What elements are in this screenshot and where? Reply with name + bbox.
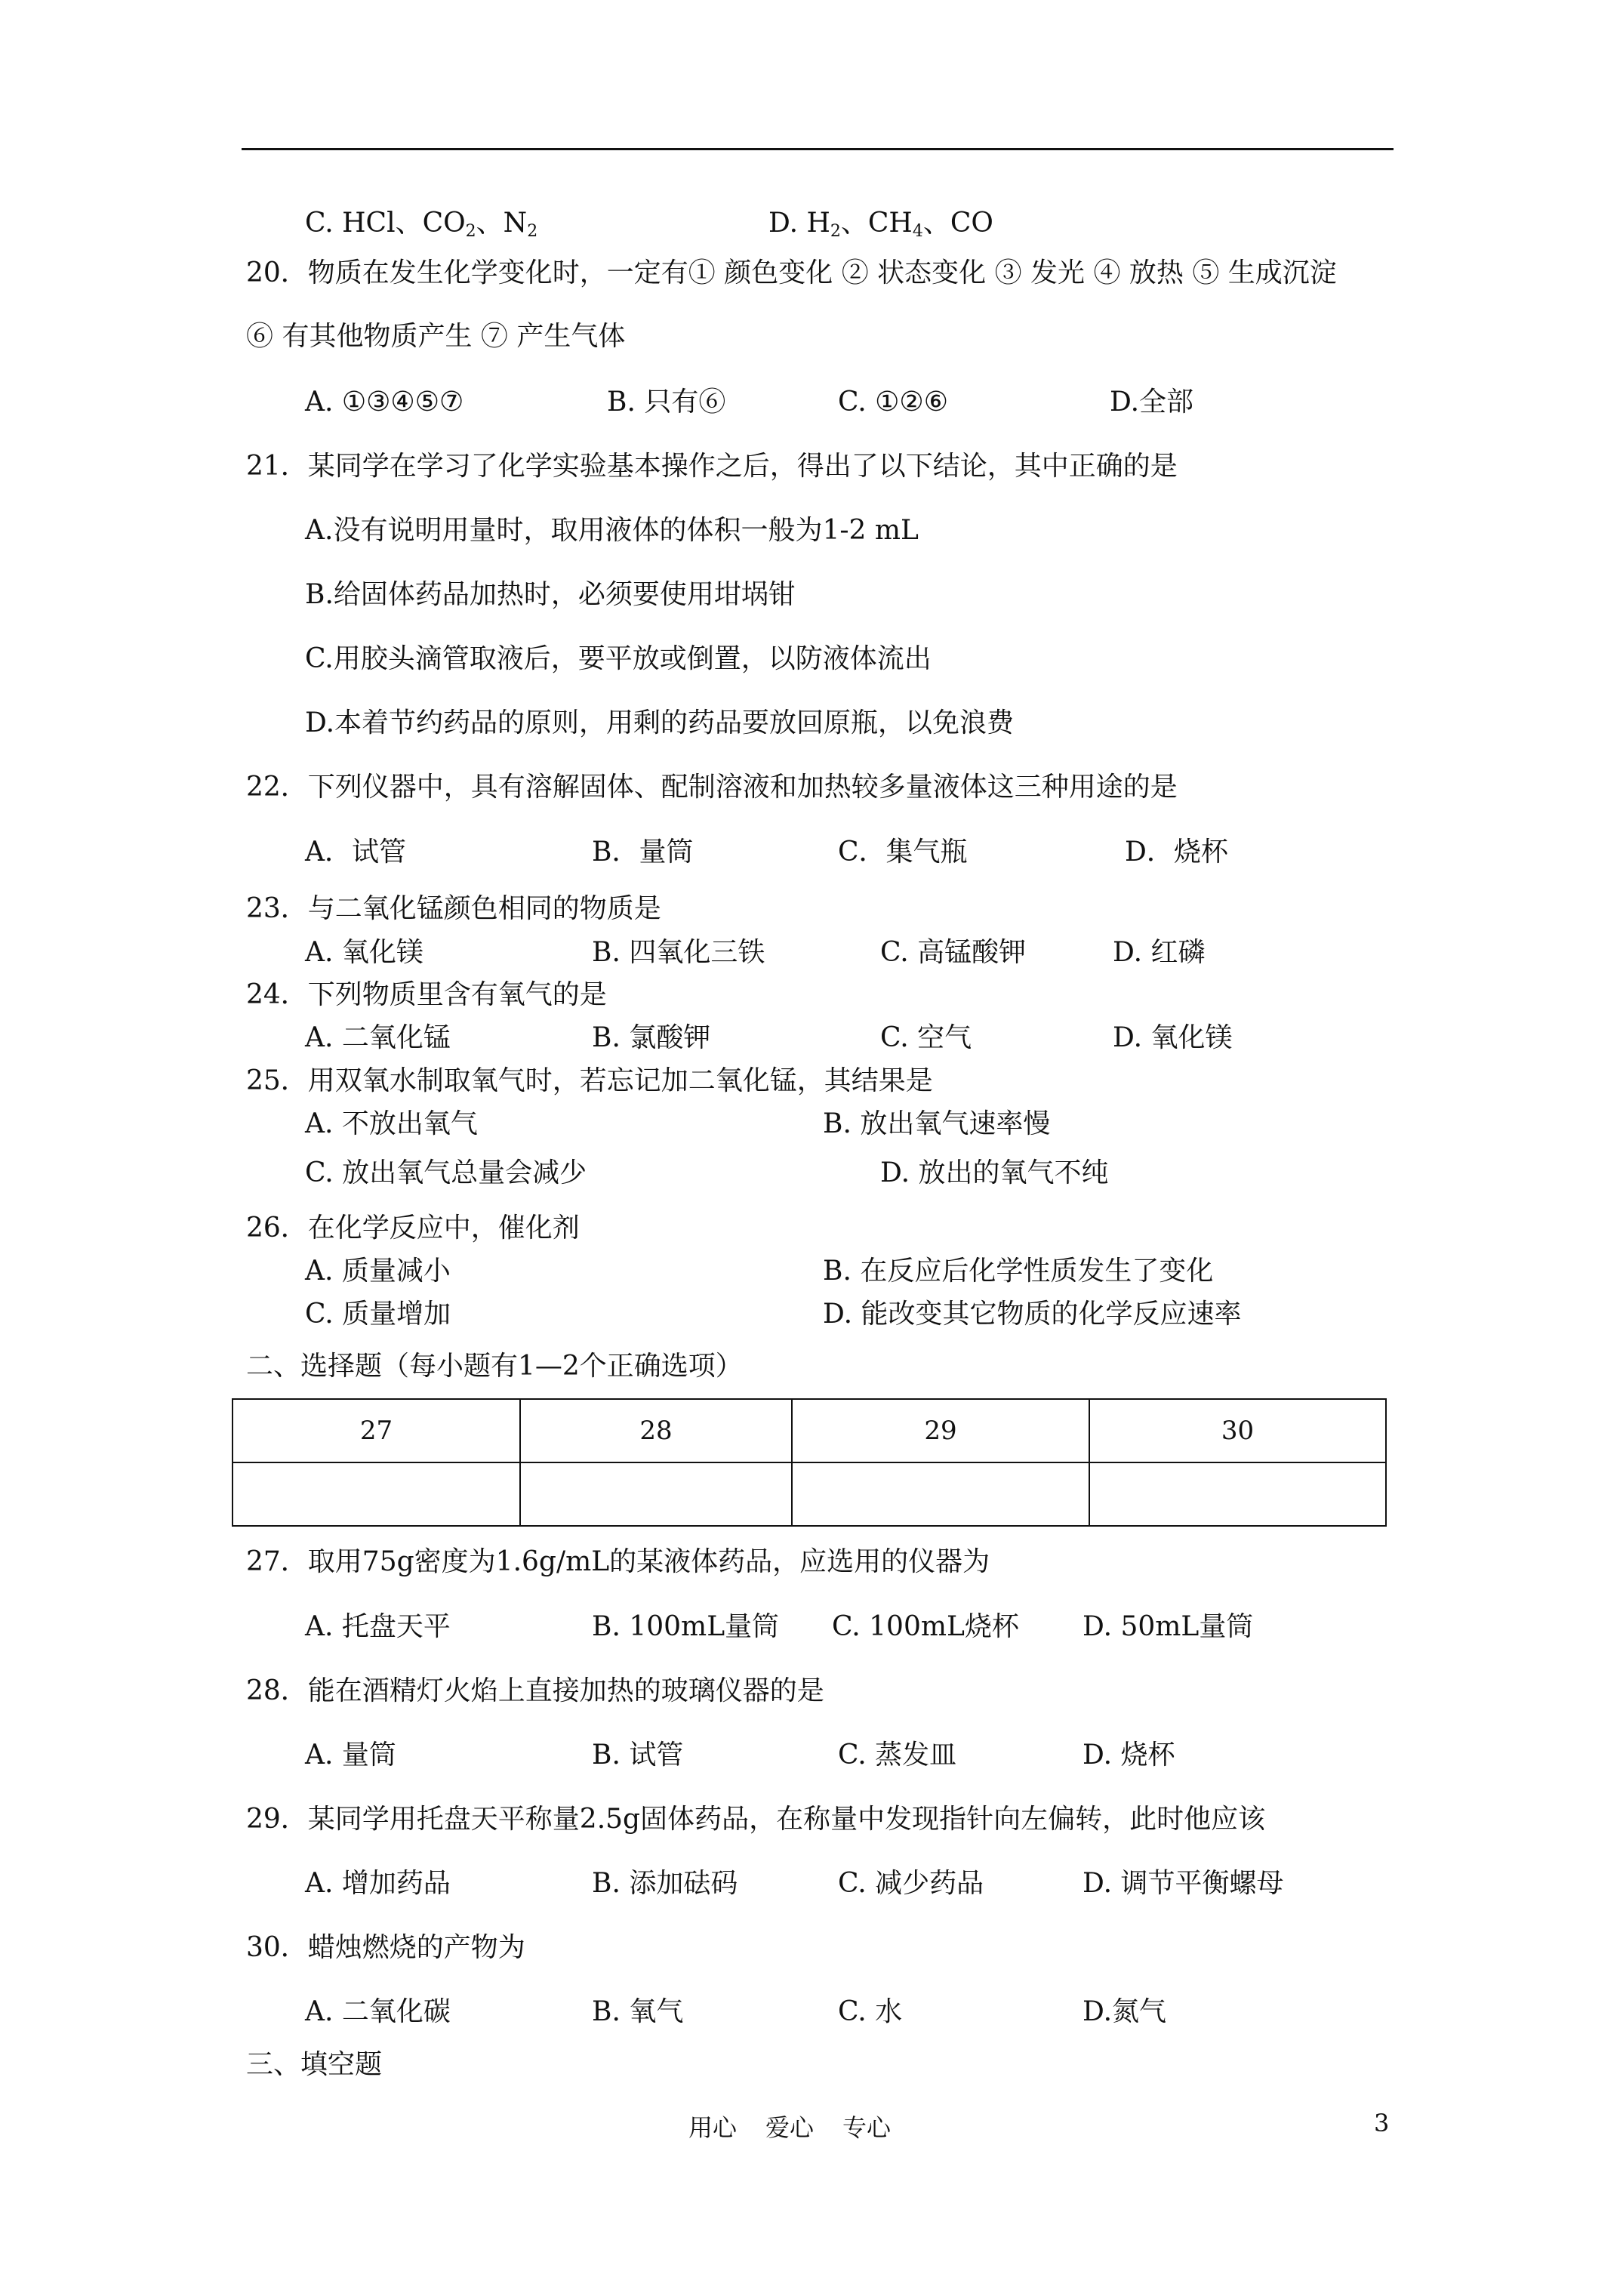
answer-table-header: 30: [1089, 1399, 1386, 1462]
footer-word: 用心: [688, 2113, 738, 2142]
q24-option-d: D. 氧化镁: [1113, 1022, 1233, 1053]
answer-table-header: 29: [792, 1399, 1089, 1462]
q23-option-b: B. 四氧化三铁: [592, 937, 765, 968]
q21-option-d: D.本着节约药品的原则，用剩的药品要放回原瓶，以免浪费: [305, 707, 1015, 738]
q30-option-b: B. 氧气: [592, 1996, 684, 2027]
q20-option-a: A. ①③④⑤⑦: [305, 387, 464, 418]
q30-option-c: C. 水: [838, 1996, 903, 2027]
answer-cell: [233, 1462, 520, 1526]
q26-option-b: B. 在反应后化学性质发生了变化: [823, 1256, 1214, 1287]
q26-option-a: A. 质量减小: [305, 1256, 451, 1287]
q22-option-b: B．量筒: [592, 837, 694, 868]
q26-option-c: C. 质量增加: [305, 1299, 451, 1330]
q24-option-a: A. 二氧化锰: [305, 1022, 451, 1053]
q30-option-a: A. 二氧化碳: [305, 1996, 451, 2027]
q24-option-c: C. 空气: [880, 1022, 972, 1053]
q28-option-a: A. 量筒: [305, 1740, 396, 1771]
q26-stem: 26．在化学反应中，催化剂: [246, 1213, 580, 1244]
q22-option-c: C．集气瓶: [838, 837, 968, 868]
q23-option-d: D. 红磷: [1113, 937, 1206, 968]
q22-stem: 22．下列仪器中，具有溶解固体、配制溶液和加热较多量液体这三种用途的是: [246, 772, 1178, 803]
q27-stem: 27．取用75g密度为1.6g/mL的某液体药品，应选用的仪器为: [246, 1546, 990, 1577]
q25-stem: 25．用双氧水制取氧气时，若忘记加二氧化锰，其结果是: [246, 1065, 933, 1096]
q29-option-b: B. 添加砝码: [592, 1868, 738, 1899]
q27-option-d: D. 50mL量筒: [1083, 1611, 1254, 1642]
q20-stem-cont: ⑥ 有其他物质产生 ⑦ 产生气体: [246, 321, 626, 352]
q20-option-b: B. 只有⑥: [607, 387, 726, 418]
section-3-title: 三、填空题: [246, 2049, 383, 2080]
q25-option-d: D. 放出的氧气不纯: [880, 1157, 1109, 1188]
q30-stem: 30．蜡烛燃烧的产物为: [246, 1932, 525, 1963]
q27-option-a: A. 托盘天平: [305, 1611, 451, 1642]
q28-stem: 28．能在酒精灯火焰上直接加热的玻璃仪器的是: [246, 1675, 824, 1706]
q25-option-a: A. 不放出氧气: [305, 1108, 478, 1139]
answer-table-header: 28: [520, 1399, 792, 1462]
q29-stem: 29．某同学用托盘天平称量2.5g固体药品，在称量中发现指针向左偏转，此时他应该: [246, 1804, 1266, 1835]
q22-option-d: D．烧杯: [1125, 837, 1228, 868]
footer-word: 爱心: [765, 2113, 815, 2142]
q22-option-a: A．试管: [305, 837, 406, 868]
answer-cell: [1089, 1462, 1386, 1526]
q19-option-d: D. $H_2$、$CH_4$、CO: [768, 208, 993, 241]
q28-option-c: C. 蒸发皿: [838, 1740, 957, 1771]
q21-stem: 21．某同学在学习了化学实验基本操作之后，得出了以下结论，其中正确的是: [246, 451, 1178, 482]
answer-cell: [792, 1462, 1089, 1526]
answer-table: [232, 1398, 1387, 1527]
q25-option-c: C. 放出氧气总量会减少: [305, 1157, 587, 1188]
q19-option-c: C. HCl、$CO_2$、$N_2$: [305, 208, 538, 241]
q28-option-b: B. 试管: [592, 1740, 684, 1771]
q25-option-b: B. 放出氧气速率慢: [823, 1108, 1051, 1139]
answer-cell: [520, 1462, 792, 1526]
q20-stem: 20．物质在发生化学变化时，一定有① 颜色变化 ② 状态变化 ③ 发光 ④ 放热 ⑤ 生成沉淀: [246, 257, 1337, 288]
answer-table-header: 27: [233, 1399, 520, 1462]
answer-table-header-row: [233, 1399, 1386, 1462]
q21-option-b: B.给固体药品加热时，必须要使用坩埚钳: [305, 579, 796, 610]
answer-table-answer-row: [233, 1462, 1386, 1526]
q24-option-b: B. 氯酸钾: [592, 1022, 711, 1053]
q24-stem: 24．下列物质里含有氧气的是: [246, 979, 607, 1010]
q26-option-d: D. 能改变其它物质的化学反应速率: [823, 1299, 1242, 1330]
q21-option-a: A.没有说明用量时，取用液体的体积一般为1-2 mL: [305, 515, 919, 546]
footer-word: 专心: [842, 2113, 892, 2142]
q23-option-c: C. 高锰酸钾: [880, 937, 1027, 968]
q29-option-c: C. 减少药品: [838, 1868, 984, 1899]
page-number: 3: [1374, 2109, 1390, 2137]
q20-option-d: D.全部: [1110, 387, 1194, 418]
q27-option-b: B. 100mL量筒: [592, 1611, 780, 1642]
q29-option-a: A. 增加药品: [305, 1868, 451, 1899]
header-rule: [242, 148, 1394, 150]
q30-option-d: D.氮气: [1083, 1996, 1167, 2027]
q23-stem: 23．与二氧化锰颜色相同的物质是: [246, 893, 661, 924]
q29-option-d: D. 调节平衡螺母: [1083, 1868, 1284, 1899]
q23-option-a: A. 氧化镁: [305, 937, 423, 968]
q28-option-d: D. 烧杯: [1083, 1740, 1175, 1771]
section-2-title: 二、选择题（每小题有1—2个正确选项）: [246, 1351, 743, 1382]
footer-slogan: [688, 2109, 891, 2143]
q27-option-c: C. 100mL烧杯: [832, 1611, 1019, 1642]
q21-option-c: C.用胶头滴管取液后，要平放或倒置，以防液体流出: [305, 643, 932, 674]
q20-option-c: C. ①②⑥: [838, 387, 948, 418]
